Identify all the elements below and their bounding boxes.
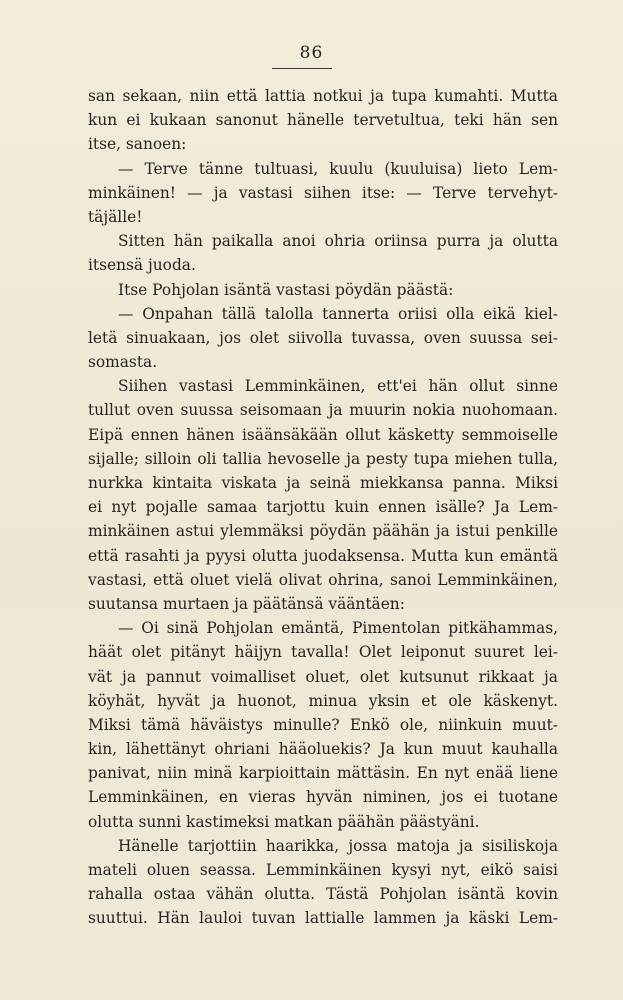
text-line: panivat, niin minä karpioittain mättäsin. En nyt enää liene xyxy=(88,764,558,783)
text-line: mateli oluen seassa. Lemminkäinen kysyi nyt, eikö saisi xyxy=(88,861,558,879)
text-line: — Onpahan tällä talolla tannerta oriisi olla eikä kiel- xyxy=(118,304,558,323)
text-line: olutta sunni kastimeksi matkan päähän päästyäni. xyxy=(88,812,480,831)
text-line: täjälle! xyxy=(88,207,143,226)
text-line: minkäinen astui ylemmäksi pöydän päähän ja istui penkille xyxy=(88,522,558,541)
text-line: Siihen vastasi Lemminkäinen, ett'ei hän ollut sinne xyxy=(118,377,558,396)
page-number: 86 xyxy=(299,43,324,63)
text-line: — Terve tänne tultuasi, kuulu (kuuluisa) lieto Lem- xyxy=(118,159,558,178)
text-line: itsensä juoda. xyxy=(88,256,196,275)
header-rule xyxy=(272,68,332,69)
text-line: Sitten hän paikalla anoi ohria oriinsa purra ja olutta xyxy=(118,232,558,251)
text-line: Miksi tämä häväistys minulle? Enkö ole, niinkuin muut- xyxy=(88,715,558,734)
text-line: — Oi sinä Pohjolan emäntä, Pimentolan pitkähammas, xyxy=(118,619,558,638)
text-line: vät ja pannut voimalliset oluet, olet kutsunut rikkaat ja xyxy=(88,667,558,686)
body-text xyxy=(88,84,558,931)
text-line: minkäinen! — ja vastasi siihen itse: — Terve tervehyt- xyxy=(88,183,558,202)
text-line: köyhät, hyvät ja huonot, minua yksin et ole käskenyt. xyxy=(88,691,558,710)
text-line: Lemminkäinen, en vieras hyvän niminen, jos ei tuotane xyxy=(88,788,558,807)
text-line: itse, sanoen: xyxy=(88,135,187,154)
text-line: tullut oven suussa seisomaan ja muurin nokia nuohomaan. xyxy=(88,401,558,420)
text-line: vastasi, että oluet vielä olivat ohrina, sanoi Lemminkäinen, xyxy=(88,570,558,589)
text-line: häät olet pitänyt häijyn tavalla! Olet leiponut suuret lei- xyxy=(88,643,558,662)
text-line: suutansa murtaen ja päätänsä vääntäen: xyxy=(88,594,405,613)
text-line: ei nyt pojalle samaa tarjottu kuin ennen isälle? Ja Lem- xyxy=(88,498,558,517)
text-line: letä sinuakaan, jos olet siivolla tuvassa, oven suussa sei- xyxy=(88,328,558,347)
text-line: että rasahti ja pyysi olutta juodaksensa. Mutta kun emäntä xyxy=(88,546,558,565)
text-line: kin, lähettänyt ohriani hääoluekis? Ja kun muut kauhalla xyxy=(88,740,558,759)
text-line: nurkka kintaita viskata ja seinä miekkansa panna. Miksi xyxy=(88,474,558,492)
text-line: kun ei kukaan sanonut hänelle tervetultua, teki hän sen xyxy=(88,111,558,130)
text-line: Itse Pohjolan isäntä vastasi pöydän päästä: xyxy=(118,280,454,299)
text-line: rahalla ostaa vähän olutta. Tästä Pohjolan isäntä kovin xyxy=(88,885,558,904)
text-line: sijalle; silloin oli tallia hevoselle ja pesty tupa miehen tulla, xyxy=(88,449,558,468)
text-line: somasta. xyxy=(88,353,158,372)
text-line: suuttui. Hän lauloi tuvan lattialle lammen ja käski Lem- xyxy=(88,909,558,928)
text-line: san sekaan, niin että lattia notkui ja tupa kumahti. Mutta xyxy=(88,87,558,105)
text-line: Hänelle tarjottiin haarikka, jossa matoja ja sisiliskoja xyxy=(118,836,558,855)
text-line: Eipä ennen hänen isäänsäkään ollut käsketty semmoiselle xyxy=(88,425,558,444)
